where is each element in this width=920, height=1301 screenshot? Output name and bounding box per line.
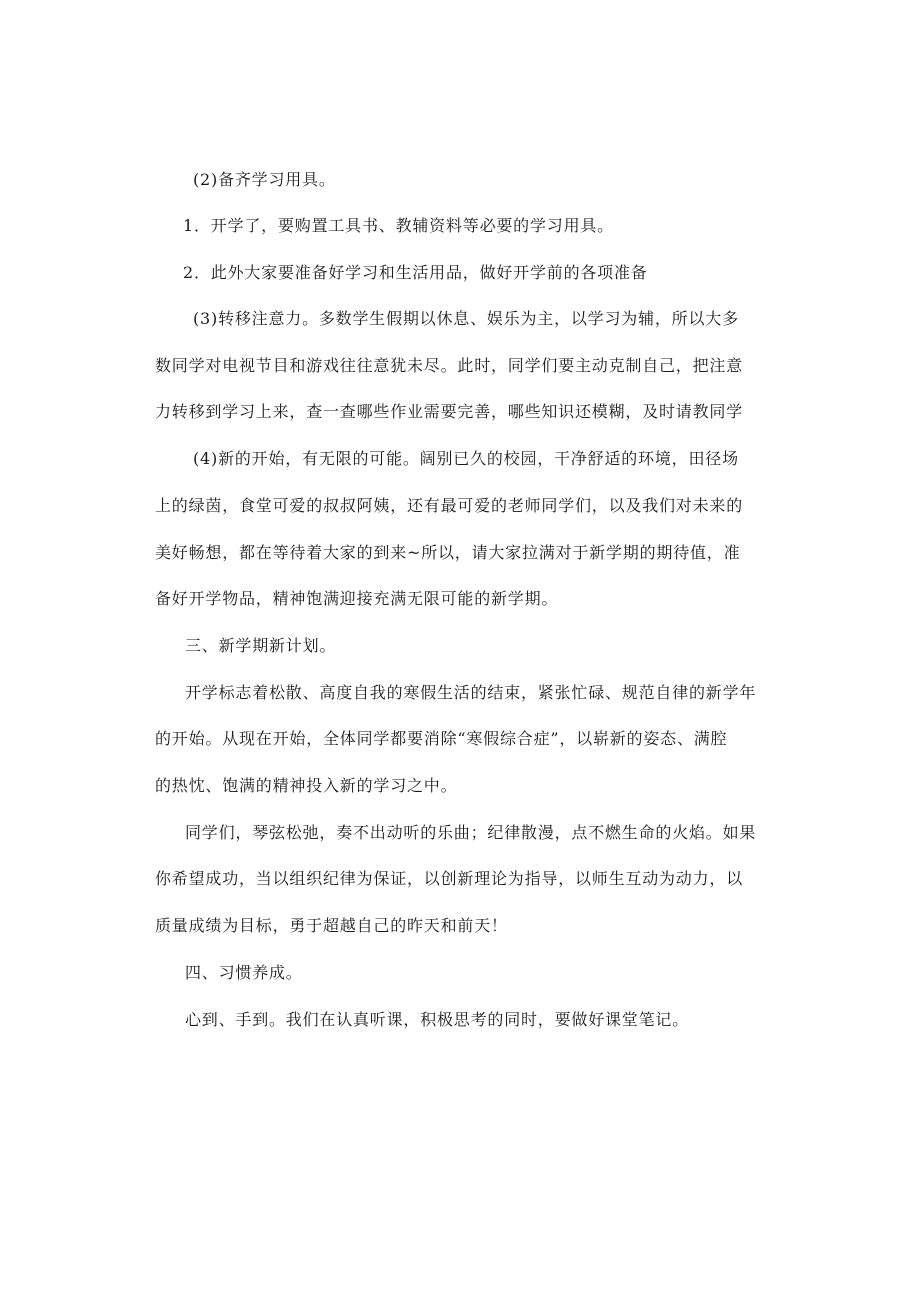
- list-item-2: 2．此外大家要准备好学习和生活用品，做好开学前的各项准备: [183, 263, 648, 282]
- paragraph-4-line-1: (4)新的开始，有无限的可能。阔别已久的校园，干净舒适的环境，田径场: [193, 449, 739, 468]
- paragraph-5-line-3: 的热忱、饱满的精神投入新的学习之中。: [155, 776, 458, 795]
- list-heading-2: (2)备齐学习用具。: [193, 170, 336, 189]
- paragraph-6-line-3: 质量成绩为目标，勇于超越自己的昨天和前天！: [155, 916, 508, 935]
- paragraph-6-line-1: 同学们，琴弦松弛，奏不出动听的乐曲；纪律散漫，点不燃生命的火焰。如果: [185, 823, 757, 842]
- section-heading-4: 四、习惯养成。: [185, 963, 303, 982]
- paragraph-5-line-2: 的开始。从现在开始，全体同学都要消除“寒假综合症”，以崭新的姿态、满腔: [155, 729, 728, 748]
- paragraph-5-line-1: 开学标志着松散、高度自我的寒假生活的结束，紧张忙碌、规范自律的新学年: [185, 683, 757, 702]
- list-item-1: 1．开学了，要购置工具书、教辅资料等必要的学习用具。: [183, 216, 614, 235]
- paragraph-4-line-3: 美好畅想，都在等待着大家的到来~所以，请大家拉满对于新学期的期待值，准: [155, 543, 741, 562]
- paragraph-3-line-2: 数同学对电视节目和游戏往往意犹未尽。此时，同学们要主动克制自己，把注意: [155, 356, 744, 375]
- paragraph-4-line-4: 备好开学物品，精神饱满迎接充满无限可能的新学期。: [155, 589, 559, 608]
- paragraph-3-line-3: 力转移到学习上来，查一查哪些作业需要完善，哪些知识还模糊，及时请教同学: [155, 402, 744, 421]
- section-heading-3: 三、新学期新计划。: [185, 636, 337, 655]
- paragraph-3-line-1: (3)转移注意力。多数学生假期以休息、娱乐为主，以学习为辅，所以大多: [193, 309, 739, 328]
- paragraph-6-line-2: 你希望成功，当以组织纪律为保证，以创新理论为指导，以师生互动为动力，以: [155, 869, 744, 888]
- paragraph-4-line-2: 上的绿茵，食堂可爱的叔叔阿姨，还有最可爱的老师同学们，以及我们对未来的: [155, 496, 744, 515]
- paragraph-7-line-1: 心到、手到。我们在认真听课，积极思考的同时，要做好课堂笔记。: [185, 1010, 690, 1029]
